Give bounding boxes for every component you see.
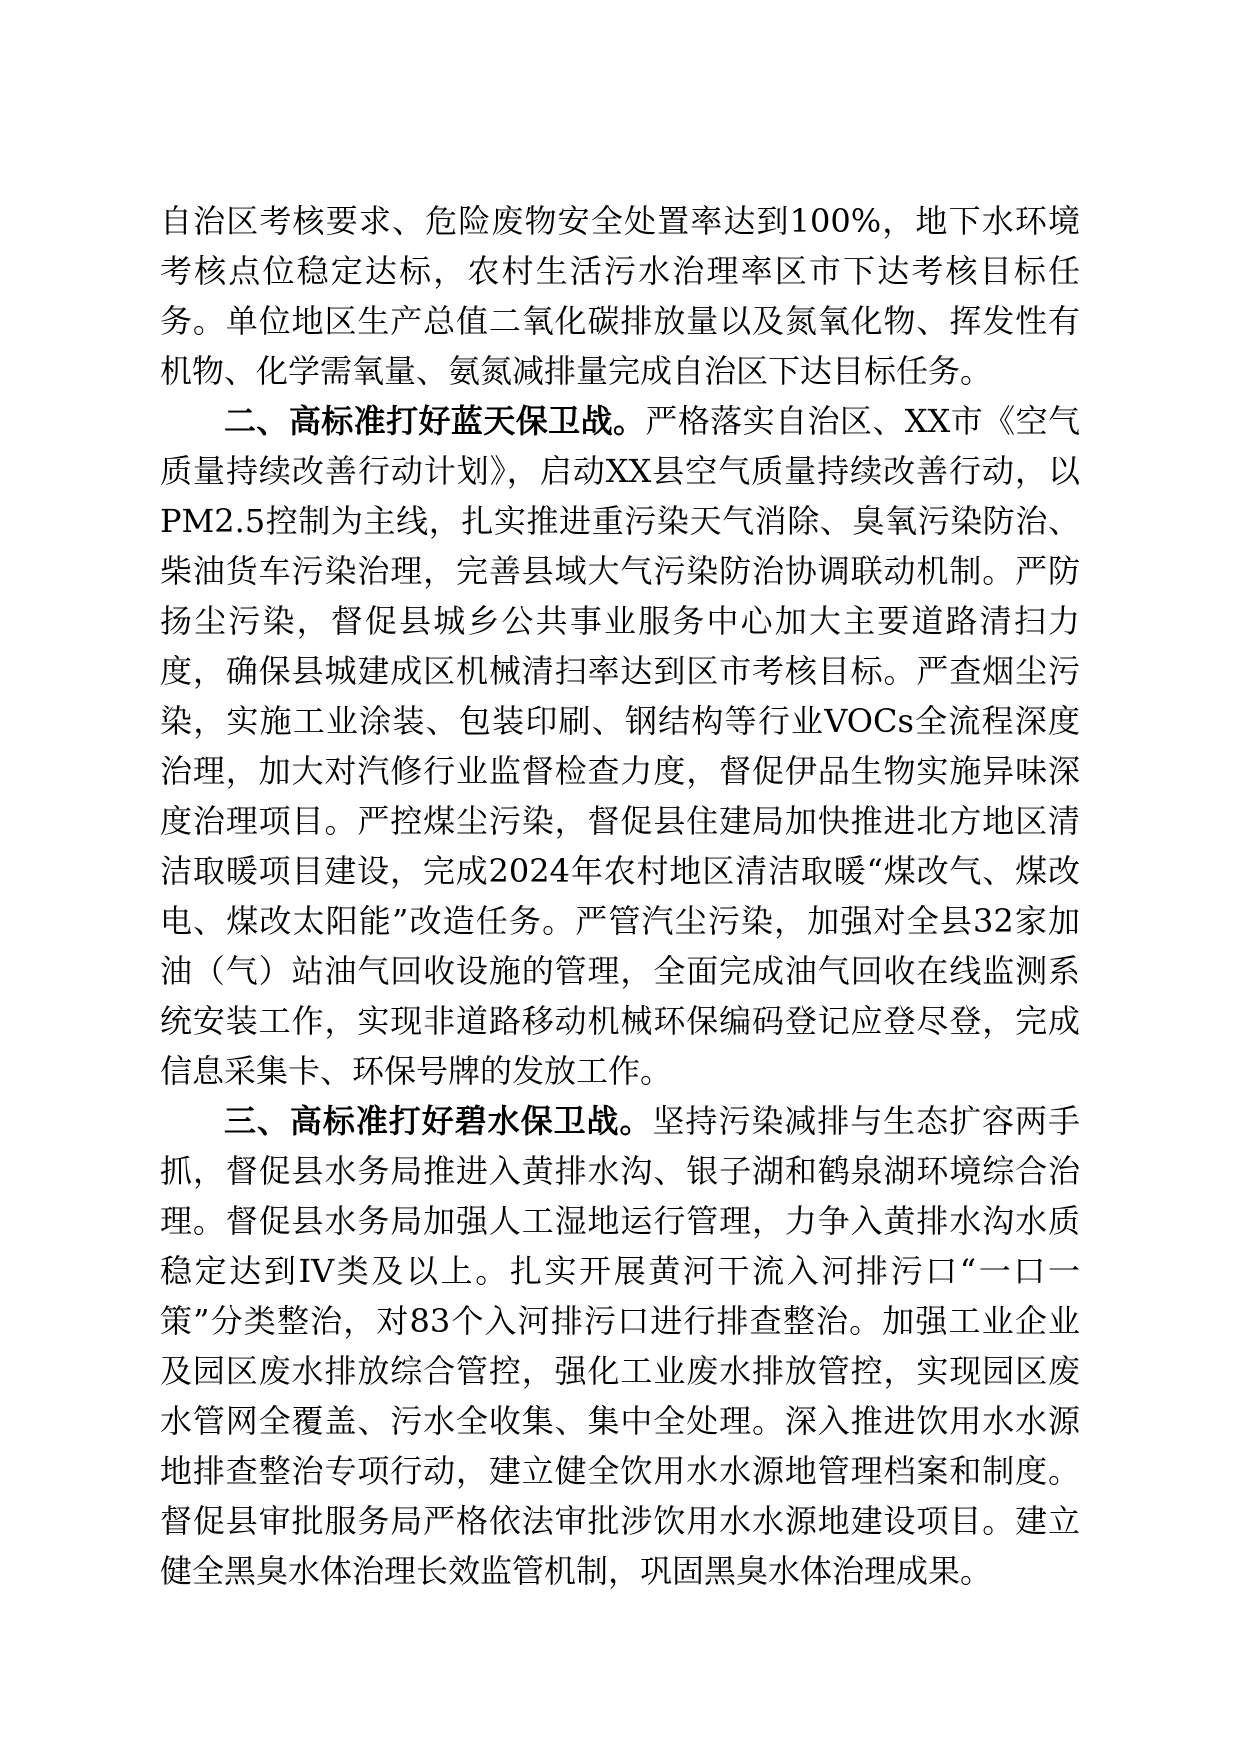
paragraph-continuation	[160, 196, 1080, 396]
document-body	[160, 196, 1080, 1596]
paragraph-clear-water	[160, 1096, 1080, 1596]
section-heading-blue-sky: 二、高标准打好蓝天保卫战。	[224, 402, 646, 440]
section-heading-clear-water: 三、高标准打好碧水保卫战。	[224, 1102, 653, 1140]
paragraph-text: 严格落实自治区、XX市《空气质量持续改善行动计划》，启动XX县空气质量持续改善行动，以PM2.5控制为主线，扎实推进重污染天气消除、臭氧污染防治、柴油货车污染治理，完善县域大气污染防治协调联动机制。严防扬尘污染，督促县城乡公共事业服务中心加大主要道路清扫力度，确保县城建成区机械清扫率达到区市考核目标。严查烟尘污染，实施工业涂装、包装印刷、钢结构等行业VOCs全流程深度治理，加大对汽修行业监督检查力度，督促伊品生物实施异味深度治理项目。严控煤尘污染，督促县住建局加快推进北方地区清洁取暖项目建设，完成2024年农村地区清洁取暖“煤改气、煤改电、煤改太阳能”改造任务。严管汽尘污染，加强对全县32家加油（气）站油气回收设施的管理，全面完成油气回收在线监测系统安装工作，实现非道路移动机械环保编码登记应登尽登，完成信息采集卡、环保号牌的发放工作。	[160, 402, 1080, 1090]
paragraph-text: 自治区考核要求、危险废物安全处置率达到100%，地下水环境考核点位稳定达标，农村生活污水治理率区市下达考核目标任务。单位地区生产总值二氧化碳排放量以及氮氧化物、挥发性有机物、化学需氧量、氨氮减排量完成自治区下达目标任务。	[160, 202, 1080, 390]
paragraph-blue-sky	[160, 396, 1080, 1096]
paragraph-text: 坚持污染减排与生态扩容两手抓，督促县水务局推进入黄排水沟、银子湖和鹤泉湖环境综合治理。督促县水务局加强人工湿地运行管理，力争入黄排水沟水质稳定达到IV类及以上。扎实开展黄河干流入河排污口“一口一策”分类整治，对83个入河排污口进行排查整治。加强工业企业及园区废水排放综合管控，强化工业废水排放管控，实现园区废水管网全覆盖、污水全收集、集中全处理。深入推进饮用水水源地排查整治专项行动，建立健全饮用水水源地管理档案和制度。督促县审批服务局严格依法审批涉饮用水水源地建设项目。建立健全黑臭水体治理长效监管机制，巩固黑臭水体治理成果。	[160, 1102, 1080, 1590]
